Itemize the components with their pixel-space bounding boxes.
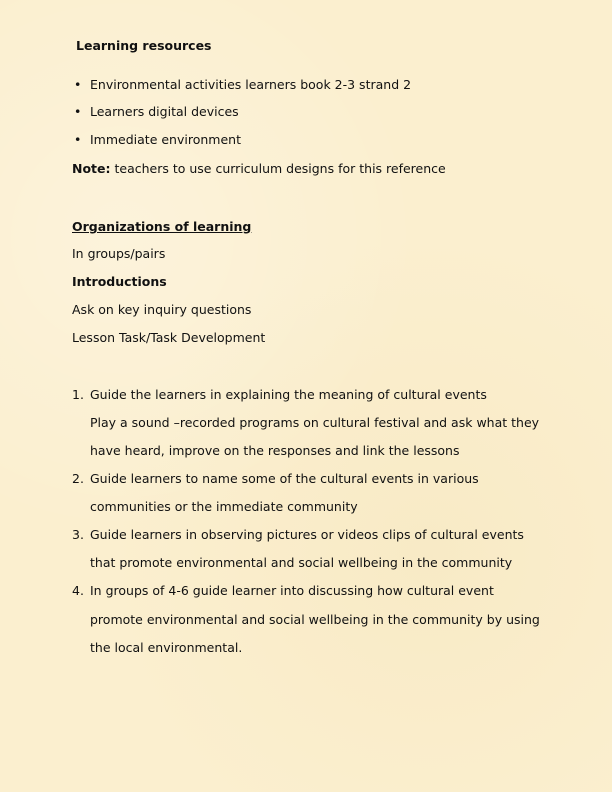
note-label: Note: — [72, 161, 111, 176]
step-number: 4. — [72, 583, 84, 598]
introductions-text: Ask on key inquiry questions — [72, 302, 252, 317]
resource-text: Learners digital devices — [90, 104, 239, 119]
step-line: promote environmental and social wellbeing in the community by using — [90, 612, 540, 627]
step-line: Play a sound –recorded programs on cultural festival and ask what they — [90, 415, 540, 430]
resource-text: Environmental activities learners book 2-3 strand 2 — [90, 77, 412, 92]
organization-heading: Organizations of learning — [72, 219, 252, 234]
task-heading: Lesson Task/Task Development — [72, 330, 266, 345]
resource-text: Immediate environment — [90, 132, 241, 147]
step-line: that promote environmental and social wellbeing in the community — [90, 555, 513, 570]
note-text: teachers to use curriculum designs for this reference — [110, 161, 446, 176]
step-number: 2. — [72, 471, 84, 486]
step-line: Guide learners in observing pictures or videos clips of cultural events — [90, 527, 524, 542]
groups-text: In groups/pairs — [72, 246, 166, 261]
step-line: have heard, improve on the responses and link the lessons — [90, 443, 460, 458]
introductions-heading: Introductions — [72, 274, 167, 289]
step-line: Guide the learners in explaining the meaning of cultural events — [90, 387, 487, 402]
note — [72, 161, 446, 177]
step-line: In groups of 4-6 guide learner into discussing how cultural event — [90, 583, 494, 598]
step-number: 1. — [72, 387, 84, 402]
bullet-icon: • — [74, 104, 82, 119]
step-line: communities or the immediate community — [90, 499, 358, 514]
bullet-icon: • — [74, 77, 82, 92]
bullet-icon: • — [74, 132, 82, 147]
step-line: Guide learners to name some of the cultural events in various — [90, 471, 479, 486]
step-line: the local environmental. — [90, 640, 243, 655]
learning-resources-heading: Learning resources — [76, 38, 212, 53]
step-number: 3. — [72, 527, 84, 542]
